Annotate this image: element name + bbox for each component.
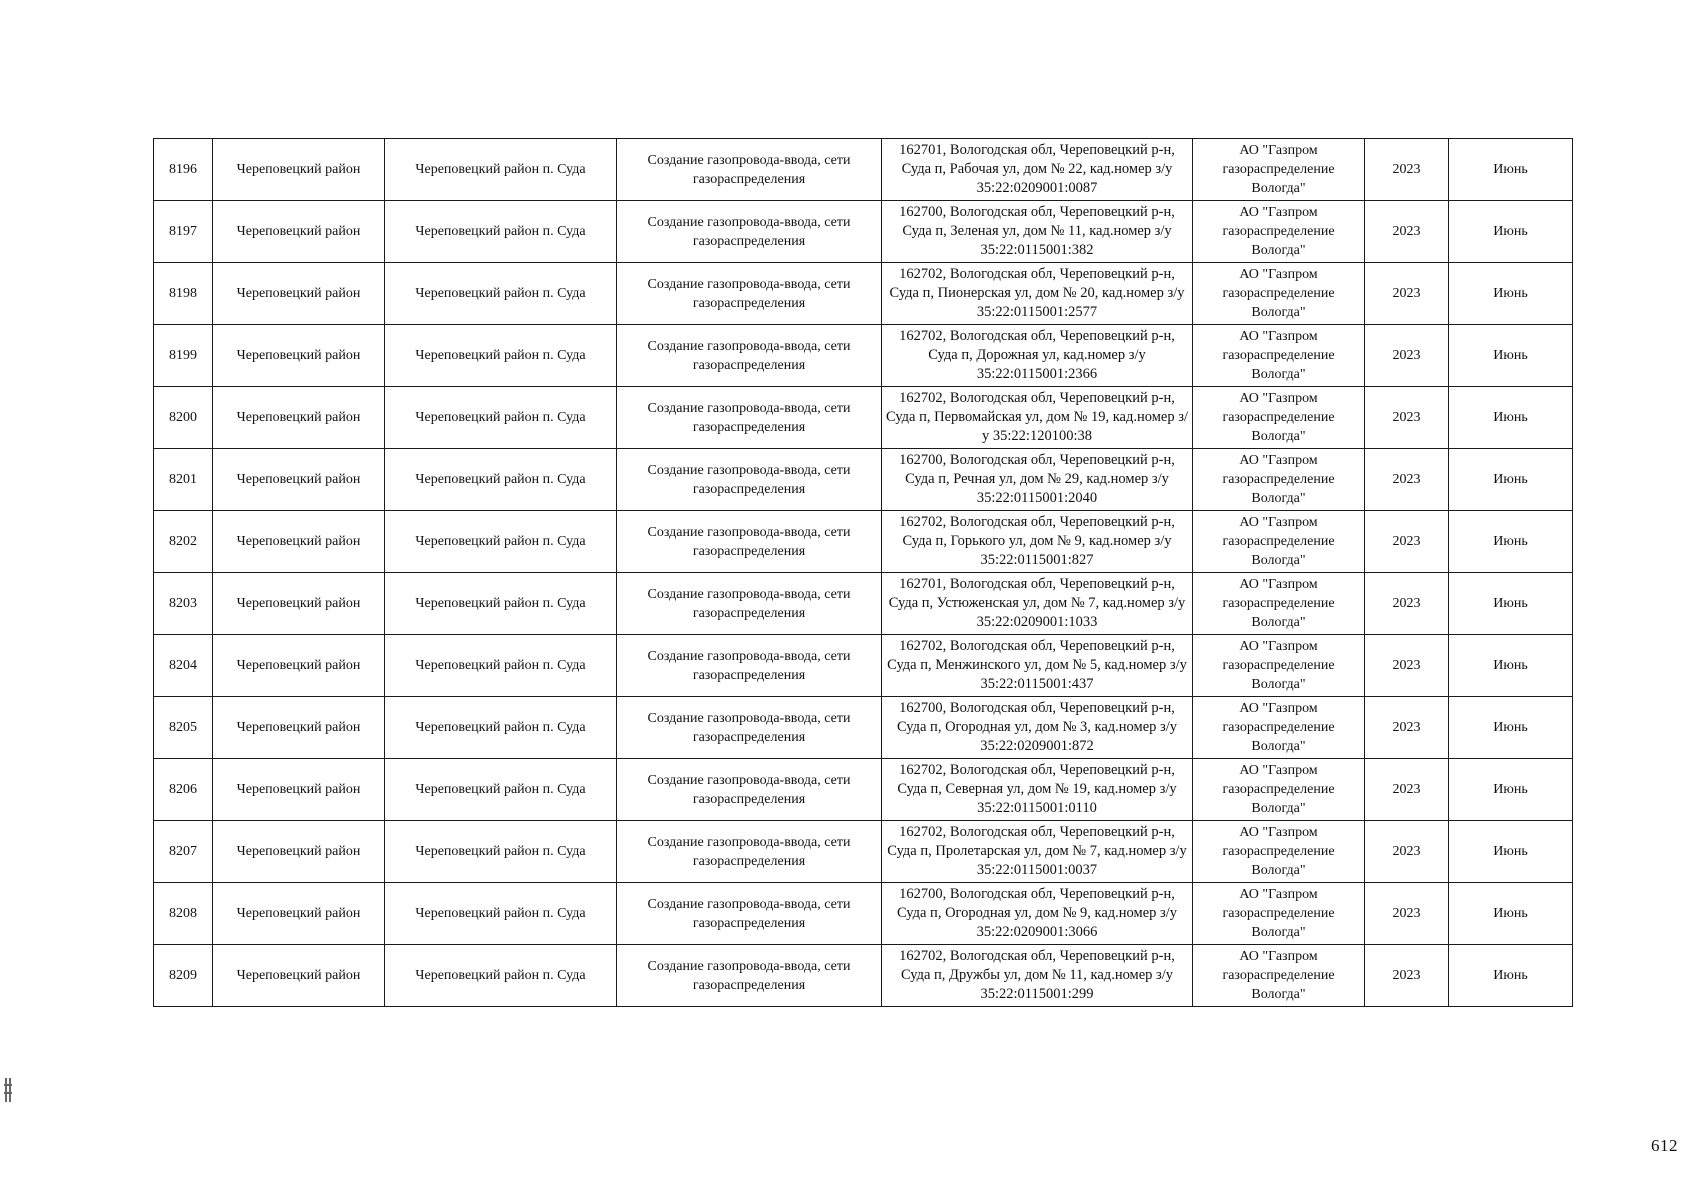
organization-cell: АО "Газпром газораспределение Вологда" (1193, 573, 1365, 635)
year-cell: 2023 (1365, 201, 1449, 263)
district-cell: Череповецкий район (213, 573, 385, 635)
row-number-cell: 8203 (154, 573, 213, 635)
year-cell: 2023 (1365, 449, 1449, 511)
month-cell: Июнь (1449, 387, 1573, 449)
address-cell: 162700, Вологодская обл, Череповецкий р-н, Суда п, Огородная ул, дом № 3, кад.номер з/у 35:22:0209001:872 (882, 697, 1193, 759)
row-number-cell: 8207 (154, 821, 213, 883)
month-cell: Июнь (1449, 449, 1573, 511)
month-cell: Июнь (1449, 263, 1573, 325)
table-row (154, 635, 1573, 697)
address-cell: 162702, Вологодская обл, Череповецкий р-н, Суда п, Дружбы ул, дом № 11, кад.номер з/у 35:22:0115001:299 (882, 945, 1193, 1007)
row-number-cell: 8198 (154, 263, 213, 325)
organization-cell: АО "Газпром газораспределение Вологда" (1193, 325, 1365, 387)
table-row (154, 759, 1573, 821)
organization-cell: АО "Газпром газораспределение Вологда" (1193, 883, 1365, 945)
work-type-cell: Создание газопровода-ввода, сети газораспределения (617, 883, 882, 945)
district-cell: Череповецкий район (213, 945, 385, 1007)
locality-cell: Череповецкий район п. Суда (385, 821, 617, 883)
table-row (154, 201, 1573, 263)
year-cell: 2023 (1365, 697, 1449, 759)
address-cell: 162701, Вологодская обл, Череповецкий р-н, Суда п, Устюженская ул, дом № 7, кад.номер з/у 35:22:0209001:1033 (882, 573, 1193, 635)
work-type-cell: Создание газопровода-ввода, сети газораспределения (617, 201, 882, 263)
address-cell: 162702, Вологодская обл, Череповецкий р-н, Суда п, Пионерская ул, дом № 20, кад.номер з/у 35:22:0115001:2577 (882, 263, 1193, 325)
work-type-cell: Создание газопровода-ввода, сети газораспределения (617, 635, 882, 697)
month-cell: Июнь (1449, 697, 1573, 759)
district-cell: Череповецкий район (213, 449, 385, 511)
table-row (154, 883, 1573, 945)
work-type-cell: Создание газопровода-ввода, сети газораспределения (617, 945, 882, 1007)
year-cell: 2023 (1365, 263, 1449, 325)
year-cell: 2023 (1365, 387, 1449, 449)
table-body (154, 139, 1573, 1007)
district-cell: Череповецкий район (213, 635, 385, 697)
organization-cell: АО "Газпром газораспределение Вологда" (1193, 759, 1365, 821)
district-cell: Череповецкий район (213, 511, 385, 573)
district-cell: Череповецкий район (213, 697, 385, 759)
district-cell: Череповецкий район (213, 883, 385, 945)
address-cell: 162702, Вологодская обл, Череповецкий р-н, Суда п, Первомайская ул, дом № 19, кад.номер з/у 35:22:120100:38 (882, 387, 1193, 449)
organization-cell: АО "Газпром газораспределение Вологда" (1193, 139, 1365, 201)
month-cell: Июнь (1449, 821, 1573, 883)
month-cell: Июнь (1449, 635, 1573, 697)
organization-cell: АО "Газпром газораспределение Вологда" (1193, 635, 1365, 697)
locality-cell: Череповецкий район п. Суда (385, 263, 617, 325)
locality-cell: Череповецкий район п. Суда (385, 325, 617, 387)
year-cell: 2023 (1365, 945, 1449, 1007)
organization-cell: АО "Газпром газораспределение Вологда" (1193, 263, 1365, 325)
table-row (154, 697, 1573, 759)
row-number-cell: 8209 (154, 945, 213, 1007)
organization-cell: АО "Газпром газораспределение Вологда" (1193, 697, 1365, 759)
locality-cell: Череповецкий район п. Суда (385, 945, 617, 1007)
district-cell: Череповецкий район (213, 201, 385, 263)
year-cell: 2023 (1365, 883, 1449, 945)
row-number-cell: 8204 (154, 635, 213, 697)
locality-cell: Череповецкий район п. Суда (385, 201, 617, 263)
row-number-cell: 8206 (154, 759, 213, 821)
row-number-cell: 8208 (154, 883, 213, 945)
locality-cell: Череповецкий район п. Суда (385, 883, 617, 945)
district-cell: Череповецкий район (213, 139, 385, 201)
organization-cell: АО "Газпром газораспределение Вологда" (1193, 511, 1365, 573)
row-number-cell: 8200 (154, 387, 213, 449)
month-cell: Июнь (1449, 573, 1573, 635)
row-number-cell: 8201 (154, 449, 213, 511)
month-cell: Июнь (1449, 139, 1573, 201)
locality-cell: Череповецкий район п. Суда (385, 573, 617, 635)
gasification-table (153, 138, 1573, 1007)
district-cell: Череповецкий район (213, 263, 385, 325)
locality-cell: Череповецкий район п. Суда (385, 449, 617, 511)
row-number-cell: 8202 (154, 511, 213, 573)
work-type-cell: Создание газопровода-ввода, сети газораспределения (617, 759, 882, 821)
table-row (154, 821, 1573, 883)
month-cell: Июнь (1449, 883, 1573, 945)
district-cell: Череповецкий район (213, 387, 385, 449)
work-type-cell: Создание газопровода-ввода, сети газораспределения (617, 511, 882, 573)
work-type-cell: Создание газопровода-ввода, сети газораспределения (617, 387, 882, 449)
month-cell: Июнь (1449, 325, 1573, 387)
table-row (154, 573, 1573, 635)
locality-cell: Череповецкий район п. Суда (385, 511, 617, 573)
table-row (154, 945, 1573, 1007)
page-number: 612 (1651, 1136, 1678, 1155)
month-cell: Июнь (1449, 511, 1573, 573)
address-cell: 162702, Вологодская обл, Череповецкий р-н, Суда п, Дорожная ул, кад.номер з/у 35:22:0115001:2366 (882, 325, 1193, 387)
scan-margin-mark (4, 1078, 12, 1102)
district-cell: Череповецкий район (213, 759, 385, 821)
work-type-cell: Создание газопровода-ввода, сети газораспределения (617, 821, 882, 883)
month-cell: Июнь (1449, 759, 1573, 821)
table-row (154, 263, 1573, 325)
table-row (154, 511, 1573, 573)
organization-cell: АО "Газпром газораспределение Вологда" (1193, 201, 1365, 263)
organization-cell: АО "Газпром газораспределение Вологда" (1193, 449, 1365, 511)
year-cell: 2023 (1365, 635, 1449, 697)
table-row (154, 139, 1573, 201)
work-type-cell: Создание газопровода-ввода, сети газораспределения (617, 263, 882, 325)
address-cell: 162702, Вологодская обл, Череповецкий р-н, Суда п, Северная ул, дом № 19, кад.номер з/у 35:22:0115001:0110 (882, 759, 1193, 821)
month-cell: Июнь (1449, 945, 1573, 1007)
row-number-cell: 8196 (154, 139, 213, 201)
district-cell: Череповецкий район (213, 821, 385, 883)
locality-cell: Череповецкий район п. Суда (385, 387, 617, 449)
year-cell: 2023 (1365, 325, 1449, 387)
work-type-cell: Создание газопровода-ввода, сети газораспределения (617, 139, 882, 201)
table-row (154, 325, 1573, 387)
row-number-cell: 8205 (154, 697, 213, 759)
address-cell: 162700, Вологодская обл, Череповецкий р-н, Суда п, Речная ул, дом № 29, кад.номер з/у 35:22:0115001:2040 (882, 449, 1193, 511)
locality-cell: Череповецкий район п. Суда (385, 759, 617, 821)
address-cell: 162700, Вологодская обл, Череповецкий р-н, Суда п, Зеленая ул, дом № 11, кад.номер з/у 35:22:0115001:382 (882, 201, 1193, 263)
address-cell: 162702, Вологодская обл, Череповецкий р-н, Суда п, Горького ул, дом № 9, кад.номер з/у 35:22:0115001:827 (882, 511, 1193, 573)
work-type-cell: Создание газопровода-ввода, сети газораспределения (617, 573, 882, 635)
year-cell: 2023 (1365, 573, 1449, 635)
work-type-cell: Создание газопровода-ввода, сети газораспределения (617, 697, 882, 759)
table-row (154, 387, 1573, 449)
locality-cell: Череповецкий район п. Суда (385, 635, 617, 697)
work-type-cell: Создание газопровода-ввода, сети газораспределения (617, 449, 882, 511)
district-cell: Череповецкий район (213, 325, 385, 387)
year-cell: 2023 (1365, 821, 1449, 883)
row-number-cell: 8199 (154, 325, 213, 387)
address-cell: 162701, Вологодская обл, Череповецкий р-н, Суда п, Рабочая ул, дом № 22, кад.номер з/у 35:22:0209001:0087 (882, 139, 1193, 201)
address-cell: 162702, Вологодская обл, Череповецкий р-н, Суда п, Менжинского ул, дом № 5, кад.номер з/у 35:22:0115001:437 (882, 635, 1193, 697)
organization-cell: АО "Газпром газораспределение Вологда" (1193, 821, 1365, 883)
year-cell: 2023 (1365, 139, 1449, 201)
locality-cell: Череповецкий район п. Суда (385, 697, 617, 759)
organization-cell: АО "Газпром газораспределение Вологда" (1193, 945, 1365, 1007)
locality-cell: Череповецкий район п. Суда (385, 139, 617, 201)
year-cell: 2023 (1365, 511, 1449, 573)
table-row (154, 449, 1573, 511)
work-type-cell: Создание газопровода-ввода, сети газораспределения (617, 325, 882, 387)
month-cell: Июнь (1449, 201, 1573, 263)
address-cell: 162702, Вологодская обл, Череповецкий р-н, Суда п, Пролетарская ул, дом № 7, кад.номер з/у 35:22:0115001:0037 (882, 821, 1193, 883)
row-number-cell: 8197 (154, 201, 213, 263)
organization-cell: АО "Газпром газораспределение Вологда" (1193, 387, 1365, 449)
year-cell: 2023 (1365, 759, 1449, 821)
address-cell: 162700, Вологодская обл, Череповецкий р-н, Суда п, Огородная ул, дом № 9, кад.номер з/у 35:22:0209001:3066 (882, 883, 1193, 945)
